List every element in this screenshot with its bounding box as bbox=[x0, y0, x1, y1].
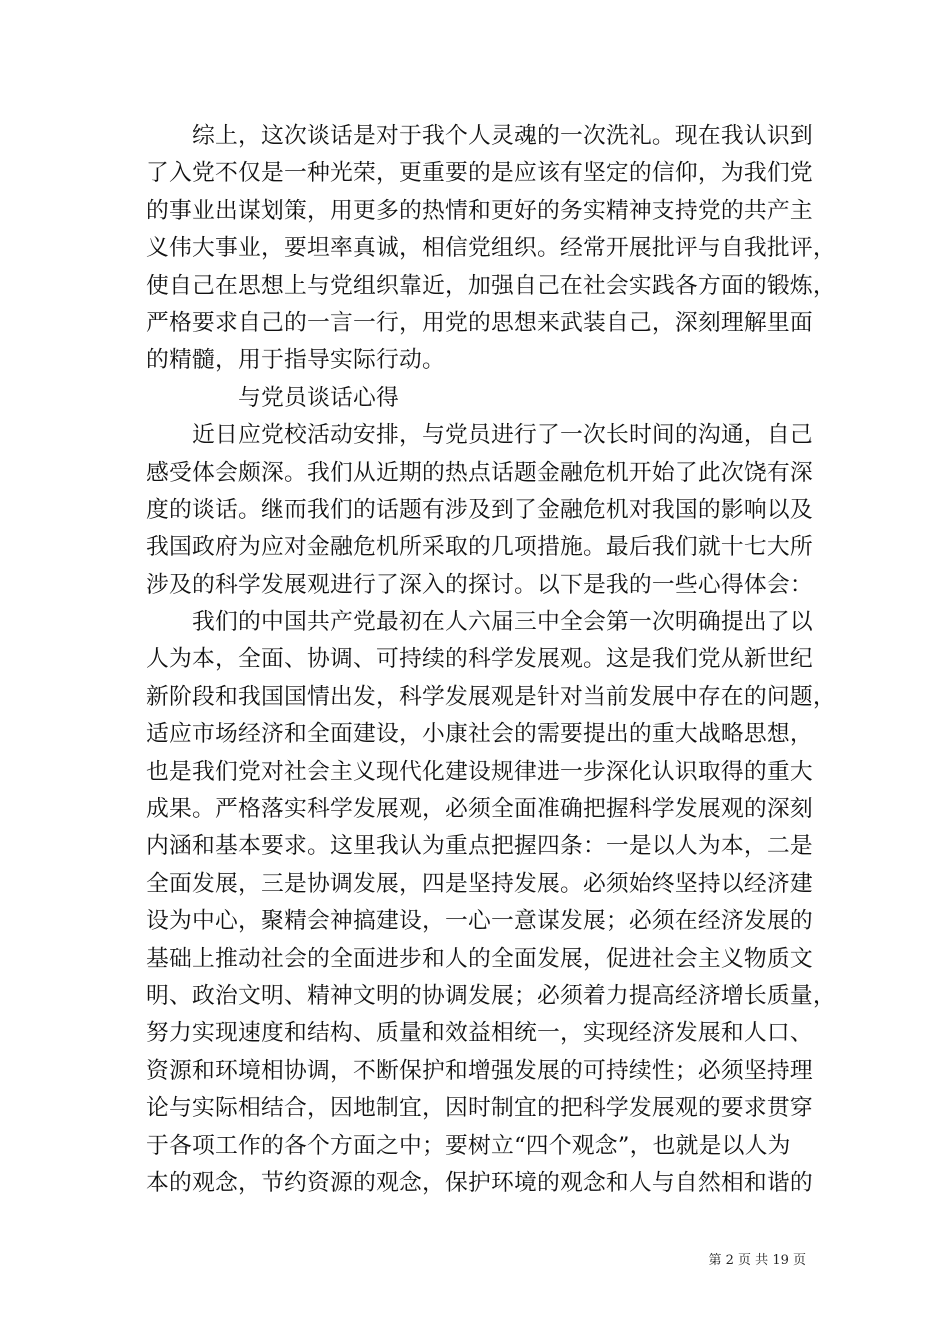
text-line: 涉及的科学发展观进行了深入的探讨。以下是我的一些心得体会： bbox=[146, 571, 813, 598]
text-line: 的精髓，用于指导实际行动。 bbox=[146, 347, 445, 374]
paragraph-development bbox=[146, 604, 836, 1202]
text-line: 义伟大事业，要坦率真诚，相信党组织。经常开展批评与自我批评， bbox=[146, 235, 836, 262]
document-body bbox=[146, 118, 836, 1202]
text-line: 也是我们党对社会主义现代化建设规律进一步深化认识取得的重大 bbox=[146, 758, 813, 785]
text-line: 度的谈话。继而我们的话题有涉及到了金融危机对我国的影响以及 bbox=[146, 496, 813, 523]
text-line: 了入党不仅是一种光荣，更重要的是应该有坚定的信仰，为我们党 bbox=[146, 160, 813, 187]
text-line: 使自己在思想上与党组织靠近，加强自己在社会实践各方面的锻炼， bbox=[146, 272, 836, 299]
text-line: 新阶段和我国国情出发，科学发展观是针对当前发展中存在的问题， bbox=[146, 683, 836, 710]
text-line: 适应市场经济和全面建设，小康社会的需要提出的重大战略思想， bbox=[146, 721, 813, 748]
text-line: 内涵和基本要求。这里我认为重点把握四条：一是以人为本，二是 bbox=[146, 833, 813, 860]
paragraph-summary bbox=[146, 118, 836, 380]
text-line: 努力实现速度和结构、质量和效益相统一，实现经济发展和人口、 bbox=[146, 1020, 813, 1047]
page-number: 第 2 页 共 19 页 bbox=[708, 1253, 806, 1268]
text-line: 综上，这次谈话是对于我个人灵魂的一次洗礼。现在我认识到 bbox=[192, 123, 813, 149]
text-line: 于各项工作的各个方面之中；要树立“四个观念”，也就是以人为 bbox=[146, 1132, 791, 1159]
text-line: 感受体会颇深。我们从近期的热点话题金融危机开始了此次饶有深 bbox=[146, 459, 813, 486]
text-line: 设为中心，聚精会神搞建设，一心一意谋发展；必须在经济发展的 bbox=[146, 908, 813, 935]
text-line: 明、政治文明、精神文明的协调发展；必须着力提高经济增长质量， bbox=[146, 982, 836, 1009]
text-line: 人为本，全面、协调、可持续的科学发展观。这是我们党从新世纪 bbox=[146, 646, 813, 673]
text-line: 成果。严格落实科学发展观，必须全面准确把握科学发展观的深刻 bbox=[146, 796, 813, 823]
text-line: 我们的中国共产党最初在人六届三中全会第一次明确提出了以 bbox=[192, 609, 813, 636]
text-line: 论与实际相结合，因地制宜，因时制宜的把科学发展观的要求贯穿 bbox=[146, 1095, 813, 1122]
text-line: 全面发展，三是协调发展，四是坚持发展。必须始终坚持以经济建 bbox=[146, 870, 813, 897]
text-line: 本的观念，节约资源的观念，保护环境的观念和人与自然相和谐的 bbox=[146, 1169, 813, 1196]
text-line: 资源和环境相协调，不断保护和增强发展的可持续性；必须坚持理 bbox=[146, 1057, 813, 1084]
title-line: 与党员谈话心得 bbox=[238, 384, 399, 411]
text-line: 基础上推动社会的全面进步和人的全面发展，促进社会主义物质文 bbox=[146, 945, 813, 972]
text-line: 严格要求自己的一言一行，用党的思想来武装自己，深刻理解里面 bbox=[146, 309, 813, 336]
text-line: 我国政府为应对金融危机所采取的几项措施。最后我们就十七大所 bbox=[146, 534, 813, 561]
section-title bbox=[146, 380, 810, 417]
text-line: 的事业出谋划策，用更多的热情和更好的务实精神支持党的共产主 bbox=[146, 197, 813, 224]
text-line: 近日应党校活动安排，与党员进行了一次长时间的沟通，自己 bbox=[192, 422, 813, 449]
paragraph-intro bbox=[146, 417, 813, 604]
